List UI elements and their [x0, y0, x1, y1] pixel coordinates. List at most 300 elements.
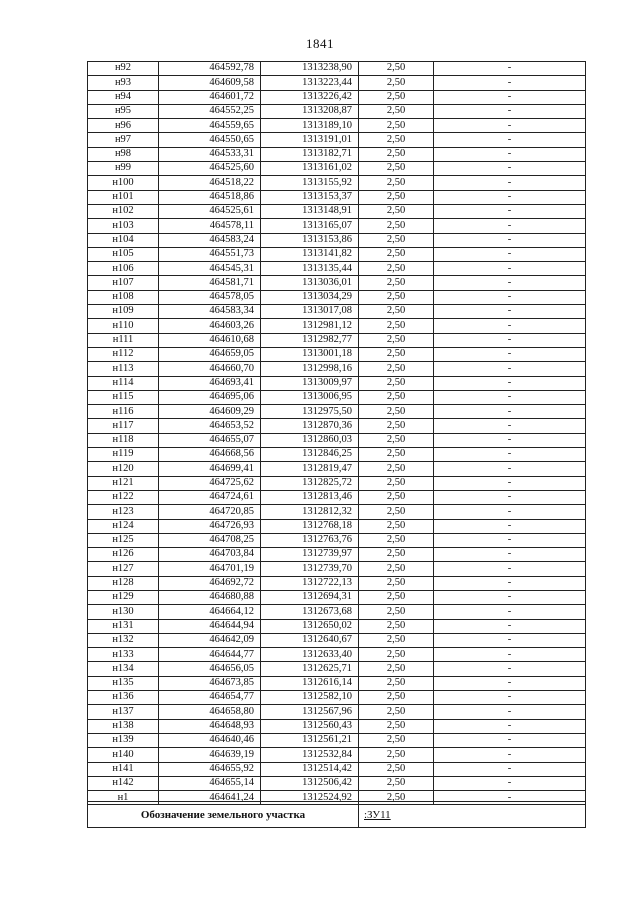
note-cell: - [434, 376, 586, 390]
table-row [88, 733, 586, 747]
table-row [88, 448, 586, 462]
point-id-cell: н103 [88, 219, 159, 233]
y-coordinate-cell: 1312981,12 [261, 319, 359, 333]
point-id-cell: н139 [88, 733, 159, 747]
x-coordinate-cell: 464609,29 [159, 405, 261, 419]
note-cell: - [434, 319, 586, 333]
coordinates-table [87, 61, 586, 805]
y-coordinate-cell: 1313001,18 [261, 347, 359, 361]
accuracy-cell: 2,50 [359, 119, 434, 133]
note-cell: - [434, 347, 586, 361]
y-coordinate-cell: 1312616,14 [261, 676, 359, 690]
note-cell: - [434, 133, 586, 147]
point-id-cell: н102 [88, 204, 159, 218]
accuracy-cell: 2,50 [359, 590, 434, 604]
point-id-cell: н136 [88, 691, 159, 705]
note-cell: - [434, 219, 586, 233]
accuracy-cell: 2,50 [359, 405, 434, 419]
x-coordinate-cell: 464655,07 [159, 433, 261, 447]
x-coordinate-cell: 464725,62 [159, 476, 261, 490]
y-coordinate-cell: 1312524,92 [261, 791, 359, 805]
x-coordinate-cell: 464695,06 [159, 390, 261, 404]
table-row [88, 62, 586, 76]
accuracy-cell: 2,50 [359, 733, 434, 747]
accuracy-cell: 2,50 [359, 548, 434, 562]
point-id-cell: н109 [88, 305, 159, 319]
x-coordinate-cell: 464724,61 [159, 490, 261, 504]
note-cell: - [434, 390, 586, 404]
accuracy-cell: 2,50 [359, 62, 434, 76]
note-cell: - [434, 791, 586, 805]
table-row [88, 762, 586, 776]
note-cell: - [434, 204, 586, 218]
accuracy-cell: 2,50 [359, 390, 434, 404]
table-row [88, 476, 586, 490]
x-coordinate-cell: 464653,52 [159, 419, 261, 433]
table-row [88, 719, 586, 733]
point-id-cell: н115 [88, 390, 159, 404]
x-coordinate-cell: 464609,58 [159, 76, 261, 90]
table-row [88, 319, 586, 333]
accuracy-cell: 2,50 [359, 76, 434, 90]
y-coordinate-cell: 1313153,86 [261, 233, 359, 247]
y-coordinate-cell: 1312998,16 [261, 362, 359, 376]
y-coordinate-cell: 1312625,71 [261, 662, 359, 676]
accuracy-cell: 2,50 [359, 505, 434, 519]
x-coordinate-cell: 464680,88 [159, 590, 261, 604]
x-coordinate-cell: 464656,05 [159, 662, 261, 676]
accuracy-cell: 2,50 [359, 633, 434, 647]
point-id-cell: н123 [88, 505, 159, 519]
accuracy-cell: 2,50 [359, 648, 434, 662]
x-coordinate-cell: 464640,46 [159, 733, 261, 747]
y-coordinate-cell: 1312650,02 [261, 619, 359, 633]
note-cell: - [434, 590, 586, 604]
note-cell: - [434, 705, 586, 719]
x-coordinate-cell: 464583,34 [159, 305, 261, 319]
point-id-cell: н141 [88, 762, 159, 776]
y-coordinate-cell: 1313148,91 [261, 204, 359, 218]
x-coordinate-cell: 464648,93 [159, 719, 261, 733]
x-coordinate-cell: 464583,24 [159, 233, 261, 247]
y-coordinate-cell: 1312694,31 [261, 590, 359, 604]
table-row [88, 662, 586, 676]
accuracy-cell: 2,50 [359, 748, 434, 762]
y-coordinate-cell: 1312813,46 [261, 490, 359, 504]
note-cell: - [434, 433, 586, 447]
x-coordinate-cell: 464699,41 [159, 462, 261, 476]
table-row [88, 548, 586, 562]
point-id-cell: н105 [88, 247, 159, 261]
y-coordinate-cell: 1313141,82 [261, 247, 359, 261]
y-coordinate-cell: 1312825,72 [261, 476, 359, 490]
accuracy-cell: 2,50 [359, 691, 434, 705]
y-coordinate-cell: 1313034,29 [261, 290, 359, 304]
accuracy-cell: 2,50 [359, 791, 434, 805]
table-row [88, 462, 586, 476]
x-coordinate-cell: 464655,92 [159, 762, 261, 776]
table-row [88, 776, 586, 790]
table-row [88, 133, 586, 147]
table-row [88, 691, 586, 705]
note-cell: - [434, 533, 586, 547]
point-id-cell: н112 [88, 347, 159, 361]
note-cell: - [434, 476, 586, 490]
y-coordinate-cell: 1313191,01 [261, 133, 359, 147]
accuracy-cell: 2,50 [359, 262, 434, 276]
table-row [88, 276, 586, 290]
accuracy-cell: 2,50 [359, 448, 434, 462]
y-coordinate-cell: 1312567,96 [261, 705, 359, 719]
accuracy-cell: 2,50 [359, 247, 434, 261]
accuracy-cell: 2,50 [359, 490, 434, 504]
y-coordinate-cell: 1312739,97 [261, 548, 359, 562]
x-coordinate-cell: 464726,93 [159, 519, 261, 533]
point-id-cell: н121 [88, 476, 159, 490]
point-id-cell: н119 [88, 448, 159, 462]
accuracy-cell: 2,50 [359, 305, 434, 319]
x-coordinate-cell: 464578,05 [159, 290, 261, 304]
accuracy-cell: 2,50 [359, 776, 434, 790]
accuracy-cell: 2,50 [359, 362, 434, 376]
table-row [88, 619, 586, 633]
point-id-cell: н114 [88, 376, 159, 390]
table-row [88, 405, 586, 419]
note-cell: - [434, 762, 586, 776]
note-cell: - [434, 633, 586, 647]
x-coordinate-cell: 464550,65 [159, 133, 261, 147]
y-coordinate-cell: 1313017,08 [261, 305, 359, 319]
note-cell: - [434, 519, 586, 533]
point-id-cell: н134 [88, 662, 159, 676]
x-coordinate-cell: 464578,11 [159, 219, 261, 233]
table-row [88, 347, 586, 361]
note-cell: - [434, 419, 586, 433]
accuracy-cell: 2,50 [359, 319, 434, 333]
y-coordinate-cell: 1313238,90 [261, 62, 359, 76]
table-row [88, 605, 586, 619]
note-cell: - [434, 662, 586, 676]
note-cell: - [434, 505, 586, 519]
accuracy-cell: 2,50 [359, 533, 434, 547]
point-id-cell: н100 [88, 176, 159, 190]
x-coordinate-cell: 464525,60 [159, 162, 261, 176]
point-id-cell: н125 [88, 533, 159, 547]
note-cell: - [434, 733, 586, 747]
point-id-cell: н97 [88, 133, 159, 147]
x-coordinate-cell: 464644,77 [159, 648, 261, 662]
y-coordinate-cell: 1312768,18 [261, 519, 359, 533]
accuracy-cell: 2,50 [359, 104, 434, 118]
x-coordinate-cell: 464601,72 [159, 90, 261, 104]
y-coordinate-cell: 1313135,44 [261, 262, 359, 276]
y-coordinate-cell: 1312582,10 [261, 691, 359, 705]
accuracy-cell: 2,50 [359, 133, 434, 147]
point-id-cell: н124 [88, 519, 159, 533]
accuracy-cell: 2,50 [359, 219, 434, 233]
note-cell: - [434, 290, 586, 304]
x-coordinate-cell: 464655,14 [159, 776, 261, 790]
y-coordinate-cell: 1312561,21 [261, 733, 359, 747]
accuracy-cell: 2,50 [359, 433, 434, 447]
land-plot-designation-value: :ЗУ11 [359, 802, 586, 828]
x-coordinate-cell: 464654,77 [159, 691, 261, 705]
x-coordinate-cell: 464545,31 [159, 262, 261, 276]
x-coordinate-cell: 464559,65 [159, 119, 261, 133]
point-id-cell: н137 [88, 705, 159, 719]
note-cell: - [434, 405, 586, 419]
note-cell: - [434, 776, 586, 790]
table-row [88, 290, 586, 304]
accuracy-cell: 2,50 [359, 605, 434, 619]
y-coordinate-cell: 1312560,43 [261, 719, 359, 733]
table-row [88, 305, 586, 319]
y-coordinate-cell: 1313161,02 [261, 162, 359, 176]
land-plot-designation-row [88, 802, 586, 828]
note-cell: - [434, 748, 586, 762]
table-row [88, 162, 586, 176]
y-coordinate-cell: 1312532,84 [261, 748, 359, 762]
table-row [88, 362, 586, 376]
point-id-cell: н118 [88, 433, 159, 447]
table-row [88, 233, 586, 247]
y-coordinate-cell: 1313189,10 [261, 119, 359, 133]
accuracy-cell: 2,50 [359, 576, 434, 590]
accuracy-cell: 2,50 [359, 276, 434, 290]
point-id-cell: н104 [88, 233, 159, 247]
y-coordinate-cell: 1313036,01 [261, 276, 359, 290]
table-row [88, 190, 586, 204]
land-plot-designation-label: Обозначение земельного участка [88, 802, 359, 828]
accuracy-cell: 2,50 [359, 676, 434, 690]
y-coordinate-cell: 1312763,76 [261, 533, 359, 547]
x-coordinate-cell: 464592,78 [159, 62, 261, 76]
note-cell: - [434, 605, 586, 619]
y-coordinate-cell: 1313226,42 [261, 90, 359, 104]
accuracy-cell: 2,50 [359, 90, 434, 104]
x-coordinate-cell: 464603,26 [159, 319, 261, 333]
table-row [88, 176, 586, 190]
point-id-cell: н140 [88, 748, 159, 762]
note-cell: - [434, 648, 586, 662]
point-id-cell: н133 [88, 648, 159, 662]
point-id-cell: н1 [88, 791, 159, 805]
accuracy-cell: 2,50 [359, 562, 434, 576]
point-id-cell: н130 [88, 605, 159, 619]
y-coordinate-cell: 1313165,07 [261, 219, 359, 233]
accuracy-cell: 2,50 [359, 519, 434, 533]
x-coordinate-cell: 464692,72 [159, 576, 261, 590]
y-coordinate-cell: 1313006,95 [261, 390, 359, 404]
note-cell: - [434, 619, 586, 633]
note-cell: - [434, 362, 586, 376]
x-coordinate-cell: 464641,24 [159, 791, 261, 805]
note-cell: - [434, 548, 586, 562]
accuracy-cell: 2,50 [359, 619, 434, 633]
x-coordinate-cell: 464525,61 [159, 204, 261, 218]
x-coordinate-cell: 464642,09 [159, 633, 261, 647]
coordinates-table-body [88, 62, 586, 805]
y-coordinate-cell: 1312722,13 [261, 576, 359, 590]
point-id-cell: н92 [88, 62, 159, 76]
note-cell: - [434, 162, 586, 176]
point-id-cell: н94 [88, 90, 159, 104]
table-row [88, 90, 586, 104]
point-id-cell: н127 [88, 562, 159, 576]
y-coordinate-cell: 1312640,67 [261, 633, 359, 647]
table-row [88, 705, 586, 719]
x-coordinate-cell: 464644,94 [159, 619, 261, 633]
y-coordinate-cell: 1313155,92 [261, 176, 359, 190]
table-row [88, 104, 586, 118]
point-id-cell: н106 [88, 262, 159, 276]
accuracy-cell: 2,50 [359, 419, 434, 433]
y-coordinate-cell: 1312739,70 [261, 562, 359, 576]
accuracy-cell: 2,50 [359, 204, 434, 218]
point-id-cell: н95 [88, 104, 159, 118]
note-cell: - [434, 719, 586, 733]
accuracy-cell: 2,50 [359, 762, 434, 776]
x-coordinate-cell: 464581,71 [159, 276, 261, 290]
table-row [88, 204, 586, 218]
accuracy-cell: 2,50 [359, 333, 434, 347]
x-coordinate-cell: 464658,80 [159, 705, 261, 719]
point-id-cell: н128 [88, 576, 159, 590]
y-coordinate-cell: 1312975,50 [261, 405, 359, 419]
x-coordinate-cell: 464693,41 [159, 376, 261, 390]
x-coordinate-cell: 464639,19 [159, 748, 261, 762]
point-id-cell: н116 [88, 405, 159, 419]
note-cell: - [434, 176, 586, 190]
point-id-cell: н101 [88, 190, 159, 204]
accuracy-cell: 2,50 [359, 462, 434, 476]
accuracy-cell: 2,50 [359, 476, 434, 490]
y-coordinate-cell: 1313009,97 [261, 376, 359, 390]
accuracy-cell: 2,50 [359, 190, 434, 204]
note-cell: - [434, 190, 586, 204]
y-coordinate-cell: 1312860,03 [261, 433, 359, 447]
point-id-cell: н117 [88, 419, 159, 433]
accuracy-cell: 2,50 [359, 705, 434, 719]
x-coordinate-cell: 464668,56 [159, 448, 261, 462]
point-id-cell: н93 [88, 76, 159, 90]
x-coordinate-cell: 464518,86 [159, 190, 261, 204]
accuracy-cell: 2,50 [359, 347, 434, 361]
page-number: 1841 [306, 36, 334, 51]
accuracy-cell: 2,50 [359, 719, 434, 733]
accuracy-cell: 2,50 [359, 376, 434, 390]
y-coordinate-cell: 1312812,32 [261, 505, 359, 519]
table-row [88, 490, 586, 504]
x-coordinate-cell: 464551,73 [159, 247, 261, 261]
table-row [88, 333, 586, 347]
table-row [88, 76, 586, 90]
point-id-cell: н107 [88, 276, 159, 290]
table-row [88, 519, 586, 533]
x-coordinate-cell: 464660,70 [159, 362, 261, 376]
x-coordinate-cell: 464518,22 [159, 176, 261, 190]
table-row [88, 262, 586, 276]
y-coordinate-cell: 1313208,87 [261, 104, 359, 118]
note-cell: - [434, 448, 586, 462]
y-coordinate-cell: 1313182,71 [261, 147, 359, 161]
point-id-cell: н138 [88, 719, 159, 733]
land-plot-designation-table [87, 801, 586, 828]
x-coordinate-cell: 464552,25 [159, 104, 261, 118]
accuracy-cell: 2,50 [359, 662, 434, 676]
note-cell: - [434, 119, 586, 133]
point-id-cell: н99 [88, 162, 159, 176]
table-row [88, 576, 586, 590]
note-cell: - [434, 276, 586, 290]
accuracy-cell: 2,50 [359, 233, 434, 247]
y-coordinate-cell: 1312870,36 [261, 419, 359, 433]
point-id-cell: н135 [88, 676, 159, 690]
note-cell: - [434, 305, 586, 319]
y-coordinate-cell: 1312506,42 [261, 776, 359, 790]
point-id-cell: н122 [88, 490, 159, 504]
table-row [88, 376, 586, 390]
note-cell: - [434, 262, 586, 276]
y-coordinate-cell: 1312819,47 [261, 462, 359, 476]
note-cell: - [434, 462, 586, 476]
point-id-cell: н113 [88, 362, 159, 376]
point-id-cell: н126 [88, 548, 159, 562]
point-id-cell: н129 [88, 590, 159, 604]
note-cell: - [434, 62, 586, 76]
x-coordinate-cell: 464664,12 [159, 605, 261, 619]
table-row [88, 533, 586, 547]
accuracy-cell: 2,50 [359, 162, 434, 176]
y-coordinate-cell: 1313153,37 [261, 190, 359, 204]
x-coordinate-cell: 464673,85 [159, 676, 261, 690]
table-row [88, 219, 586, 233]
y-coordinate-cell: 1312982,77 [261, 333, 359, 347]
y-coordinate-cell: 1313223,44 [261, 76, 359, 90]
note-cell: - [434, 562, 586, 576]
table-row [88, 147, 586, 161]
note-cell: - [434, 691, 586, 705]
x-coordinate-cell: 464703,84 [159, 548, 261, 562]
note-cell: - [434, 90, 586, 104]
accuracy-cell: 2,50 [359, 147, 434, 161]
note-cell: - [434, 233, 586, 247]
table-row [88, 676, 586, 690]
table-row [88, 247, 586, 261]
point-id-cell: н131 [88, 619, 159, 633]
accuracy-cell: 2,50 [359, 176, 434, 190]
point-id-cell: н132 [88, 633, 159, 647]
x-coordinate-cell: 464720,85 [159, 505, 261, 519]
x-coordinate-cell: 464708,25 [159, 533, 261, 547]
point-id-cell: н96 [88, 119, 159, 133]
note-cell: - [434, 676, 586, 690]
x-coordinate-cell: 464701,19 [159, 562, 261, 576]
y-coordinate-cell: 1312673,68 [261, 605, 359, 619]
table-row [88, 419, 586, 433]
point-id-cell: н142 [88, 776, 159, 790]
y-coordinate-cell: 1312846,25 [261, 448, 359, 462]
accuracy-cell: 2,50 [359, 290, 434, 304]
point-id-cell: н98 [88, 147, 159, 161]
note-cell: - [434, 147, 586, 161]
note-cell: - [434, 333, 586, 347]
table-row [88, 119, 586, 133]
table-row [88, 590, 586, 604]
x-coordinate-cell: 464533,31 [159, 147, 261, 161]
y-coordinate-cell: 1312514,42 [261, 762, 359, 776]
table-row [88, 505, 586, 519]
